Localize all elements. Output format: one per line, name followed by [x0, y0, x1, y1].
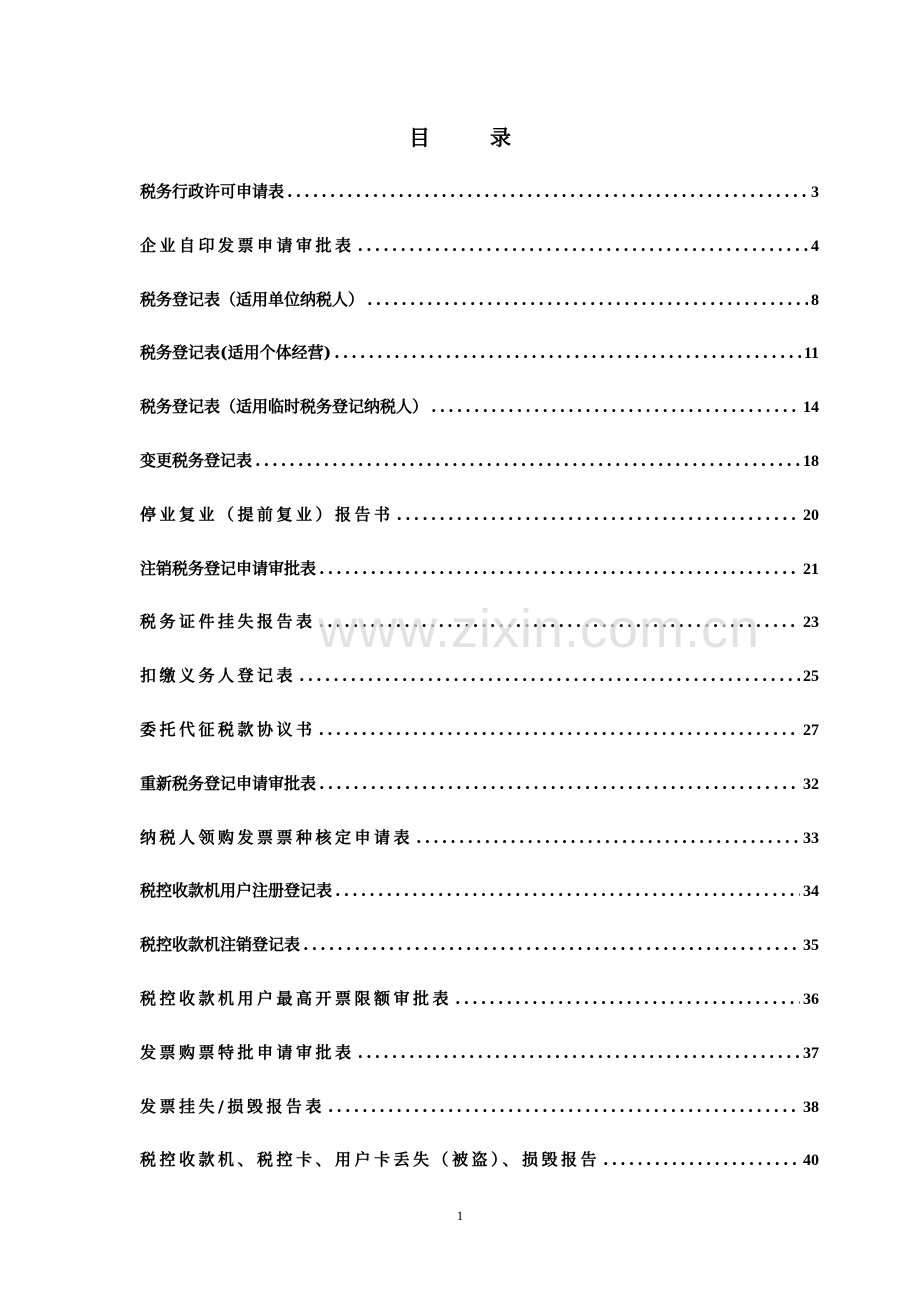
toc-entry-page: 18: [803, 452, 819, 470]
toc-entry-page: 35: [803, 937, 819, 955]
toc-entry-label: 纳税人领购发票票种核定申请表: [140, 827, 414, 847]
toc-entry-label: 税控收款机注销登记表: [140, 935, 301, 955]
toc-dot-leader: [319, 604, 800, 640]
toc-entry[interactable]: [140, 497, 819, 551]
toc-entry[interactable]: [140, 1142, 819, 1196]
toc-dot-leader: [455, 981, 800, 1017]
toc-entry-page: 23: [803, 614, 819, 632]
toc-entry-label: 发票购票特批申请审批表: [140, 1042, 355, 1062]
toc-dot-leader: [358, 228, 808, 264]
toc-entry[interactable]: [140, 658, 819, 712]
toc-entry-page: 36: [803, 990, 819, 1008]
toc-dot-leader: [255, 443, 800, 479]
toc-dot-leader: [299, 658, 800, 694]
toc-dot-leader: [319, 766, 800, 802]
toc-entry[interactable]: [140, 766, 819, 820]
toc-entry-page: 14: [803, 399, 819, 417]
toc-dot-leader: [397, 497, 800, 533]
toc-entry-label: 税控收款机、税控卡、用户卡丢失（被盗）、损毁报告: [140, 1150, 601, 1170]
toc-dot-leader: [319, 712, 800, 748]
toc-entry-page: 21: [803, 560, 819, 578]
toc-entry-label: 停业复业（提前复业）报告书: [140, 504, 394, 524]
toc-dot-leader: [303, 927, 800, 963]
toc-entry-page: 4: [811, 237, 819, 255]
toc-entry[interactable]: [140, 981, 819, 1035]
toc-entry[interactable]: [140, 174, 819, 228]
toc-entry-page: 32: [803, 775, 819, 793]
toc-entry-page: 38: [803, 1098, 819, 1116]
toc-dot-leader: [287, 174, 808, 210]
toc-entry-page: 27: [803, 721, 819, 739]
toc-entry-page: 25: [803, 668, 819, 686]
toc-entry-label: 税务登记表（适用临时税务登记纳税人）: [140, 397, 429, 417]
toc-dot-leader: [358, 1035, 800, 1071]
toc-entry-label: 税务行政许可申请表: [140, 182, 285, 201]
toc-entry[interactable]: [140, 712, 819, 766]
toc-dot-leader: [367, 282, 808, 318]
toc-entry[interactable]: [140, 820, 819, 874]
toc-entry-page: 37: [803, 1044, 819, 1062]
toc-entry[interactable]: [140, 551, 819, 605]
toc-entry-label: 委托代征税款协议书: [140, 719, 316, 739]
toc-entry-label: 税务证件挂失报告表: [140, 612, 316, 632]
toc-dot-leader: [416, 820, 800, 856]
toc-entry-page: 34: [803, 883, 819, 901]
toc-entry-label: 发票挂失/损毁报告表: [140, 1096, 325, 1116]
toc-entry[interactable]: [140, 873, 819, 927]
toc-dot-leader: [319, 551, 800, 587]
toc-entry[interactable]: [140, 389, 819, 443]
watermark-text: www.zixin.com.cn: [318, 599, 761, 659]
toc-dot-leader: [334, 335, 801, 371]
toc-entry[interactable]: [140, 1035, 819, 1089]
toc-dot-leader: [431, 389, 800, 425]
toc-entry-label: 企业自印发票申请审批表: [140, 235, 355, 255]
page-title: 目录: [409, 125, 571, 150]
toc-entry[interactable]: [140, 228, 819, 282]
toc-entry-page: 40: [803, 1152, 819, 1170]
toc-entry-label: 税控收款机用户最高开票限额审批表: [140, 988, 453, 1008]
toc-entry-page: 3: [811, 184, 819, 201]
toc-entry[interactable]: [140, 1089, 819, 1143]
page-number: 1: [456, 1208, 464, 1223]
toc-entry-label: 重新税务登记申请审批表: [140, 773, 317, 793]
toc-entry-page: 20: [803, 506, 819, 524]
toc-entry[interactable]: [140, 443, 819, 497]
toc-dot-leader: [328, 1089, 800, 1125]
toc-entry-label: 税控收款机用户注册登记表: [140, 881, 333, 901]
toc-entry[interactable]: [140, 335, 819, 389]
toc-dot-leader: [335, 873, 800, 909]
toc-entry[interactable]: [140, 282, 819, 336]
toc-entry-label: 税务登记表（适用单位纳税人）: [140, 289, 365, 309]
toc-entry-label: 扣缴义务人登记表: [140, 666, 297, 686]
toc-entry-label: 变更税务登记表: [140, 450, 253, 470]
table-of-contents: [140, 174, 819, 1196]
toc-dot-leader: [603, 1142, 800, 1178]
toc-entry-page: 8: [811, 291, 819, 309]
toc-entry-page: 33: [803, 829, 819, 847]
toc-entry-label: 税务登记表(适用个体经营): [140, 343, 332, 363]
toc-entry[interactable]: [140, 927, 819, 981]
toc-entry-page: 11: [803, 345, 819, 363]
toc-entry[interactable]: [140, 604, 819, 658]
toc-entry-label: 注销税务登记申请审批表: [140, 558, 317, 578]
